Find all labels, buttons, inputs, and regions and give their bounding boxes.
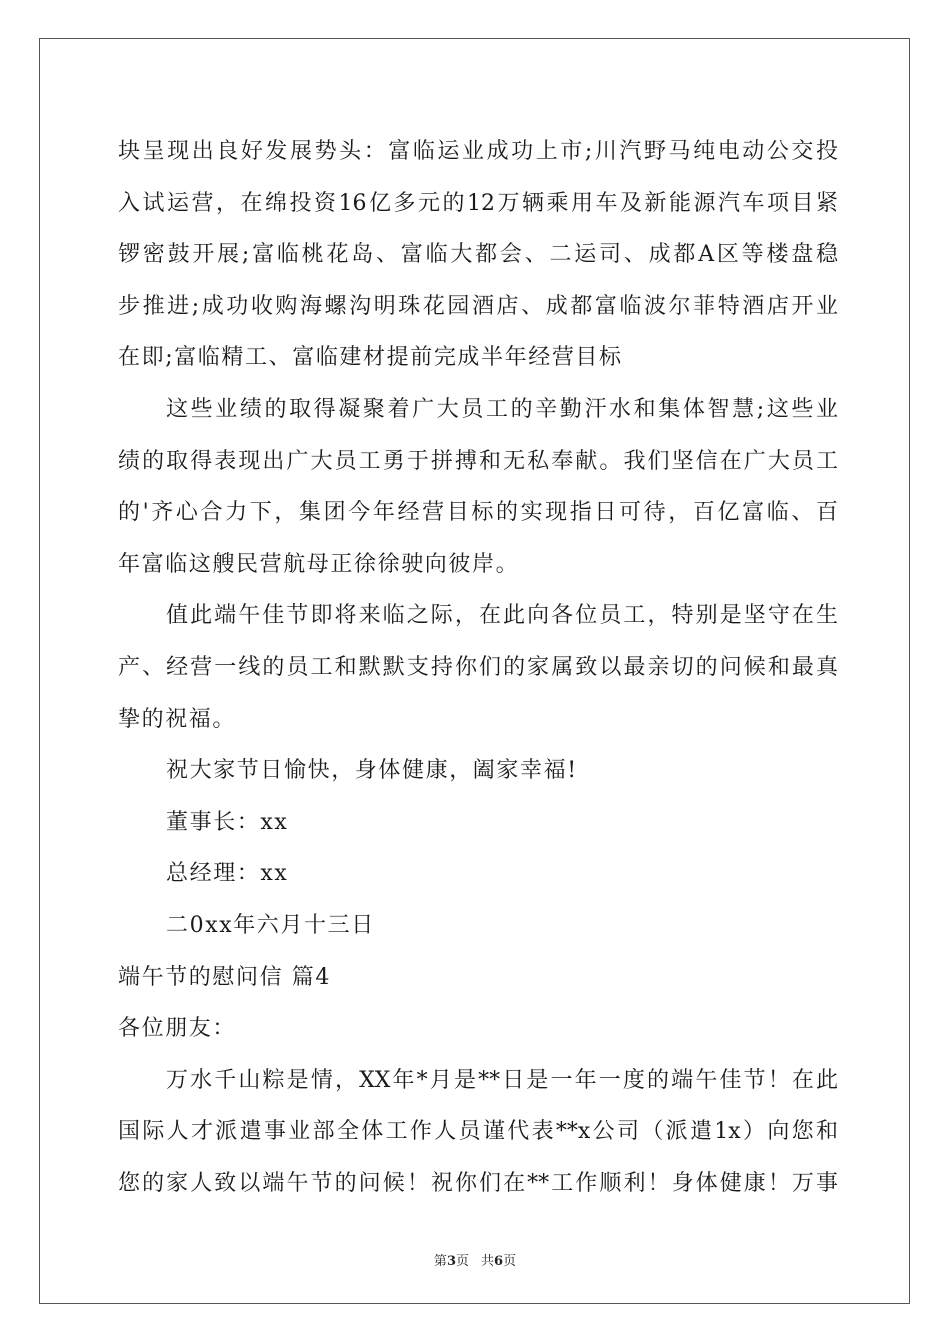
paragraph-line: 值此端午佳节即将来临之际，在此向各位员工，特别是坚守在生 (166, 603, 838, 629)
paragraph-line: 国际人才派遣事业部全体工作人员谨代表**x公司（派遣1x）向您和 (118, 1119, 838, 1145)
signature-chairman: 董事长：xx (166, 809, 289, 835)
salutation: 各位朋友： (118, 1016, 237, 1042)
total-label-suffix: 页 (503, 1254, 517, 1269)
page-footer (0, 1250, 950, 1269)
paragraph-line: 这些业绩的取得凝聚着广大员工的辛勤汗水和集体智慧;这些业 (166, 396, 838, 422)
page-number: 3 (446, 1254, 456, 1269)
page-label-suffix: 页 (455, 1254, 469, 1269)
paragraph-line: 在即;富临精工、富临建材提前完成半年经营目标 (118, 345, 623, 371)
paragraph-line: 年富临这艘民营航母正徐徐驶向彼岸。 (118, 551, 520, 577)
paragraph-line: 的'齐心合力下，集团今年经营目标的实现指日可待，百亿富临、百 (118, 500, 838, 526)
total-pages: 6 (494, 1254, 504, 1269)
page-label-prefix: 第 (433, 1254, 447, 1269)
paragraph-line: 步推进;成功收购海螺沟明珠花园酒店、成都富临波尔菲特酒店开业 (118, 293, 838, 319)
paragraph-line: 您的家人致以端午节的问候！祝你们在**工作顺利！身体健康！万事 (118, 1170, 838, 1196)
paragraph-line: 祝大家节日愉快，身体健康，阖家幸福! (166, 758, 578, 784)
section-heading: 端午节的慰问信 篇4 (118, 964, 331, 990)
paragraph-line: 挚的祝福。 (118, 706, 237, 732)
total-label-prefix: 共 (481, 1254, 495, 1269)
paragraph-line: 产、经营一线的员工和默默支持你们的家属致以最亲切的问候和最真 (118, 654, 838, 680)
signature-general-manager: 总经理：xx (166, 861, 289, 887)
paragraph-line: 块呈现出良好发展势头：富临运业成功上市;川汽野马纯电动公交投 (118, 139, 838, 164)
paragraph-line: 绩的取得表现出广大员工勇于拼搏和无私奉献。我们坚信在广大员工 (118, 448, 838, 474)
paragraph-line: 锣密鼓开展;富临桃花岛、富临大都会、二运司、成都A区等楼盘稳 (118, 242, 838, 268)
letter-date: 二0xx年六月十三日 (166, 912, 375, 938)
paragraph-line: 入试运营，在绵投资16亿多元的12万辆乘用车及新能源汽车项目紧 (118, 190, 838, 216)
paragraph-line: 万水千山粽是情，XX年*月是**日是一年一度的端午佳节！在此 (166, 1067, 838, 1093)
document-body (118, 126, 838, 1209)
